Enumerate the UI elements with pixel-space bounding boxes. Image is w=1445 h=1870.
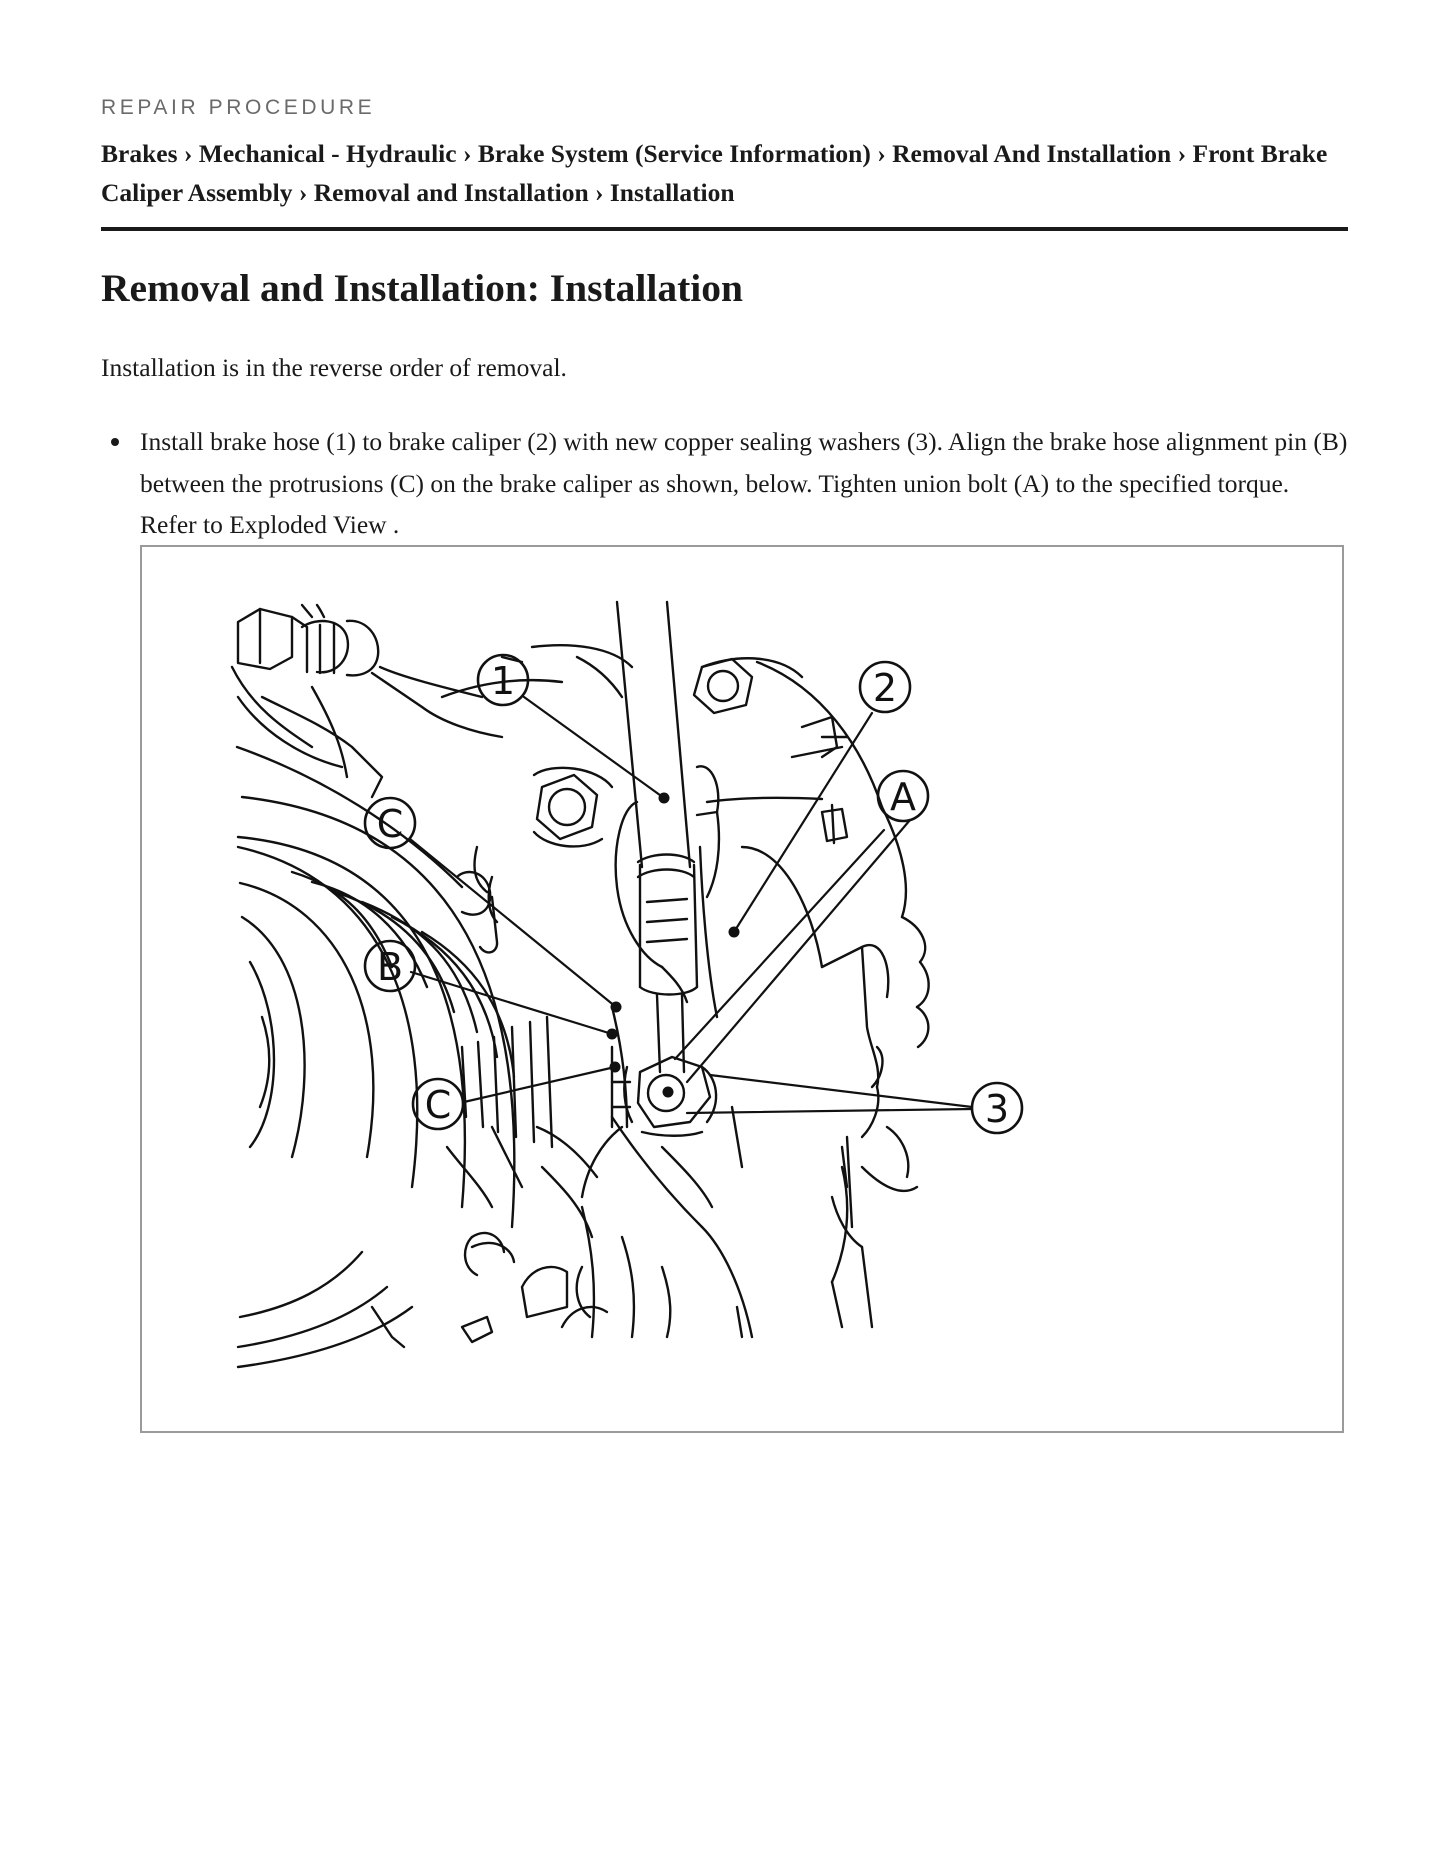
breadcrumb-separator: ›	[595, 178, 610, 207]
callout-label-1: 1	[490, 659, 516, 703]
intro-paragraph: Installation is in the reverse order of removal.	[101, 353, 567, 382]
callout-label-a: A	[890, 775, 916, 819]
callout-label-c-upper: C	[376, 802, 404, 846]
breadcrumb-separator: ›	[877, 139, 893, 168]
breadcrumb-item-mechanical-hydraulic[interactable]: Mechanical - Hydraulic	[198, 139, 457, 168]
upper-bolt-drawing	[232, 605, 502, 797]
page-eyebrow: REPAIR PROCEDURE	[101, 96, 376, 119]
callout-label-3: 3	[984, 1087, 1010, 1131]
breadcrumb-item-removal-and-installation-section[interactable]: Removal And Installation	[892, 139, 1172, 168]
procedure-steps	[101, 421, 1348, 546]
breadcrumb-item-brakes[interactable]: Brakes	[101, 139, 178, 168]
breadcrumb-item-installation[interactable]: Installation	[609, 178, 735, 207]
bullet-icon	[111, 438, 119, 446]
breadcrumb-item-brake-system[interactable]: Brake System (Service Information)	[477, 139, 871, 168]
page-title: Removal and Installation: Installation	[101, 266, 743, 310]
breadcrumb-separator: ›	[1177, 139, 1193, 168]
callout-label-b: B	[376, 945, 404, 989]
callout-label-c-lower: C	[424, 1083, 452, 1127]
brake-caliper-drawing	[142, 547, 1342, 1431]
brake-caliper-illustration	[140, 545, 1344, 1433]
procedure-step	[101, 421, 1348, 546]
breadcrumb-separator: ›	[183, 139, 199, 168]
breadcrumb-item-removal-and-installation[interactable]: Removal and Installation	[313, 178, 589, 207]
caliper-edge-drawing	[832, 807, 929, 1327]
breadcrumb	[101, 134, 1348, 212]
procedure-step-text: Install brake hose (1) to brake caliper (2) with new copper sealing washers (3). Align the brake hose alignment pin (B) between the protrusions (C) on the brake caliper as shown, below. Tighten union bolt (A) to the specified torque. Refer to Exploded View .	[140, 427, 1348, 539]
breadcrumb-separator: ›	[462, 139, 478, 168]
header-divider	[101, 227, 1348, 231]
breadcrumb-item-front-brake-caliper-assembly[interactable]: Front Brake Caliper Assembly	[101, 139, 1328, 207]
mounting-bolts-drawing	[457, 659, 847, 1317]
callout-label-2: 2	[872, 666, 898, 710]
breadcrumb-separator: ›	[298, 178, 314, 207]
brake-hose-drawing	[617, 602, 719, 1072]
